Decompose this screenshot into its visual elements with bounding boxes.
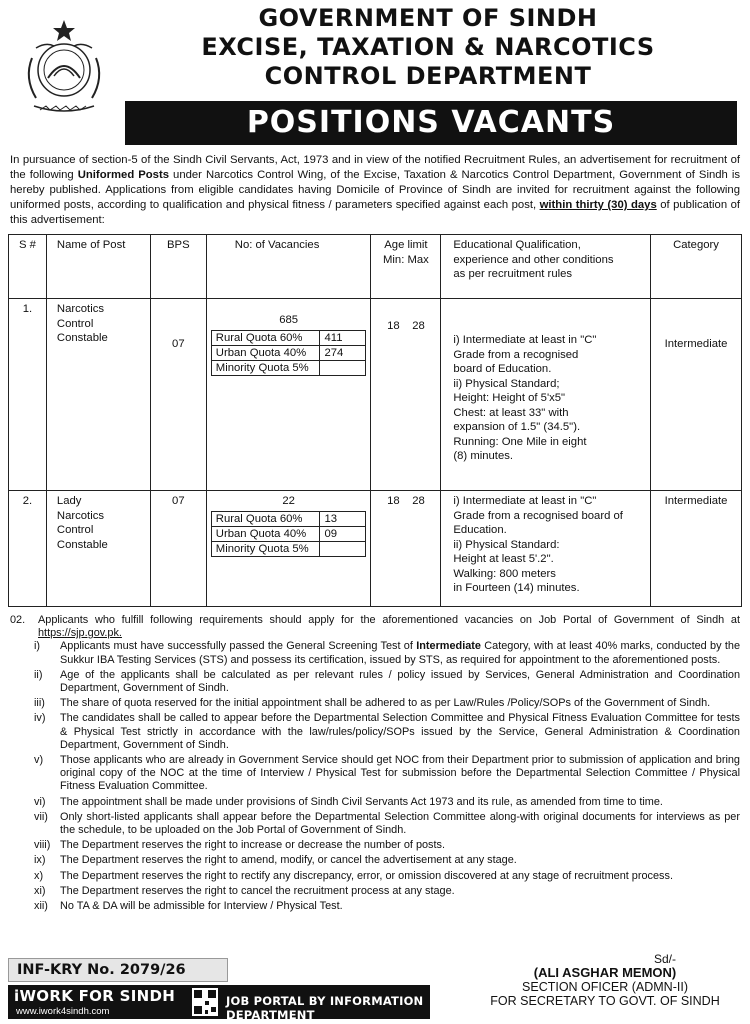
header-bps: BPS: [150, 235, 206, 299]
requirement-text-pre: Only short-listed applicants shall appear before the Departmental Selection Committee along-with original documents for interviews as per the schedule, to be uploaded on the Job Portal of Government of Sindh.: [60, 810, 740, 837]
row-bps: 07: [150, 491, 206, 607]
requirement-item: [34, 712, 740, 752]
requirement-text: [60, 885, 740, 898]
requirement-text-pre: The Department reserves the right to rectify any discrepancy, error, or omission discovered at any stage of recruitment process.: [60, 869, 673, 882]
requirement-text: [60, 712, 740, 752]
requirement-text-pre: The Department reserves the right to cancel the recruitment process at any stage.: [60, 884, 455, 897]
quota-value: 274: [320, 345, 366, 360]
age-max: 28: [412, 495, 425, 507]
header-vacancies: No: of Vacancies: [206, 235, 371, 299]
row-age: [371, 491, 441, 607]
quota-label: Minority Quota 5%: [211, 360, 320, 375]
quota-row: [211, 541, 366, 556]
requirement-text: [60, 839, 740, 852]
requirement-text: [60, 754, 740, 794]
intro-bold: Uniformed Posts: [77, 169, 170, 181]
requirement-number: ii): [34, 668, 43, 681]
requirement-item: [34, 697, 740, 710]
requirement-number: xii): [34, 900, 48, 913]
section-number: 02.: [10, 614, 26, 626]
requirement-item: [34, 754, 740, 794]
row-sno: 1.: [9, 299, 47, 491]
row-sno: 2.: [9, 491, 47, 607]
age-min: 18: [387, 495, 400, 507]
requirement-text: [60, 870, 740, 883]
title-line-3: CONTROL DEPARTMENT: [264, 62, 592, 90]
requirement-text-post: Category, with at least 40% marks, conducted by the Sukkur IBA Testing Services (STS) and possess its certification, issued by STS, as required for appointment to the aforementioned posts.: [60, 640, 741, 666]
row-age: [371, 299, 441, 491]
requirement-number: viii): [34, 839, 51, 852]
signature-mark: Sd/-: [653, 952, 676, 966]
row-category: Intermediate: [651, 491, 742, 607]
title-line-1: GOVERNMENT OF SINDH: [258, 4, 598, 32]
requirement-item: [34, 885, 740, 898]
intro-deadline: within thirty (30) days: [539, 199, 657, 211]
officer-name: (ALI ASGHAR MEMON): [533, 965, 677, 980]
requirement-text-pre: The Department reserves the right to increase or decrease the number of posts.: [60, 839, 445, 852]
requirement-number: i): [34, 640, 41, 653]
row-qualification: i) Intermediate at least in "C" Grade from a recognised board of Education. ii) Physical Standard: Height at least 5'.2". Walking: 800 meters in Fourteen (14) minutes.: [441, 491, 651, 607]
quota-label: Minority Quota 5%: [211, 541, 320, 556]
qr-code-icon: [192, 988, 218, 1016]
requirement-number: v): [34, 754, 44, 767]
vacancies-table: [8, 234, 742, 607]
intro-text-3: of publication of this advertisement:: [10, 199, 740, 226]
requirement-text-pre: Applicants must have successfully passed the General Screening Test of: [60, 640, 417, 653]
requirement-text: [60, 697, 740, 710]
quota-label: Rural Quota 60%: [211, 511, 320, 526]
requirement-text-pre: The appointment shall be made under provisions of Sindh Civil Servants Act 1973 and its rule, as amended from time to time.: [60, 795, 663, 808]
vacancy-total: 22: [282, 495, 295, 507]
quota-row: [211, 511, 366, 526]
row-qualification: i) Intermediate at least in "C" Grade from a recognised board of Education. ii) Physical Standard; Height: Height of 5'x5" Chest: at least 33" with expansion of 1.5" (34.5"). Running: One Mile in eight (8) minutes.: [441, 299, 651, 491]
inf-number: INF-KRY No. 2079/26: [8, 958, 228, 982]
row-vacancies: [206, 299, 371, 491]
requirement-text-pre: No TA & DA will be admissible for Interview / Physical Test.: [60, 900, 343, 913]
intro-paragraph: [10, 153, 740, 228]
age-max: 28: [412, 320, 425, 332]
requirement-number: x): [34, 869, 44, 882]
row-category: Intermediate: [651, 299, 742, 491]
header-age: Age limit Min: Max: [371, 235, 441, 299]
quota-value: [320, 360, 366, 375]
requirement-text-pre: The candidates shall be called to appear before the Departmental Selection Committee and Physical Fitness Evaluation Committee for tests & Physical Test strictly in accordance with the law/rules/policy/SOPs issued by the Service, General Administration & Coordination Department, Government of Sindh.: [60, 712, 740, 751]
requirement-text: [60, 796, 740, 809]
requirement-text-pre: The share of quota reserved for the initial appointment shall be adhered to as per Law/Rules /Policy/SOPs of the Government of Sindh.: [60, 697, 711, 710]
requirement-text-pre: The Department reserves the right to amend, modify, or cancel the advertisement at any stage.: [60, 854, 517, 867]
officer-for: FOR SECRETARY TO GOVT. OF SINDH: [490, 994, 720, 1008]
quota-value: 411: [320, 330, 366, 345]
requirements-lead: [10, 614, 740, 640]
requirement-text-bold: Intermediate: [416, 640, 481, 653]
requirement-item: [34, 796, 740, 809]
government-seal-icon: [18, 18, 110, 118]
requirement-text: [60, 669, 740, 695]
quota-label: Rural Quota 60%: [211, 330, 320, 345]
requirements-list: [10, 640, 740, 913]
requirement-text: [60, 640, 740, 666]
requirement-text-pre: Those applicants who are already in Government Service should get NOC from their Department prior to submission of application and bring original copy of the NOC at the time of Interview / Physical Test for submission before the Departmental Selection Committee / Physical Fitness Evaluation Committee.: [60, 754, 740, 793]
quota-value: 09: [320, 526, 366, 541]
intro-text-2: under Narcotics Control Wing, of the Excise, Taxation & Narcotics Control Department, Government of Sindh is hereby published. Applications from eligible candidates having Domicile of Province of Sindh are invited for recruitment against the following uniformed posts, according to qualification and physical fitness / parameters specified against each post,: [10, 169, 740, 211]
iwork-brand: iWORK FOR SINDH: [14, 987, 176, 1005]
table-row: [9, 491, 742, 607]
header: [0, 0, 750, 150]
lead-text: Applicants who fulfill following requirements should apply for the aforementioned vacancies on Job Portal of Government of Sindh at: [38, 614, 740, 626]
row-post: Lady Narcotics Control Constable: [46, 491, 150, 607]
title-line-2: EXCISE, TAXATION & NARCOTICS: [201, 33, 655, 61]
requirement-item: [34, 900, 740, 913]
iwork-url[interactable]: www.iwork4sindh.com: [16, 1006, 110, 1017]
requirement-text: [60, 811, 740, 837]
requirement-item: [34, 811, 740, 837]
requirement-text: [60, 900, 740, 913]
age-min: 18: [387, 320, 400, 332]
row-post: Narcotics Control Constable: [46, 299, 150, 491]
quota-row: [211, 345, 366, 360]
positions-vacant-banner: POSITIONS VACANTS: [125, 101, 737, 145]
quota-label: Urban Quota 40%: [211, 345, 320, 360]
quota-table: [211, 511, 367, 557]
header-qualification: Educational Qualification, experience and other conditions as per recruitment rules: [441, 235, 651, 299]
officer-designation: SECTION OFICER (ADMN-II): [522, 980, 688, 994]
quota-row: [211, 330, 366, 345]
requirement-item: [34, 669, 740, 695]
requirement-item: [34, 640, 740, 666]
requirements-lead-text: [38, 614, 740, 640]
requirement-number: vii): [34, 810, 48, 823]
vacancy-total: 685: [279, 314, 299, 326]
requirement-number: iii): [34, 697, 45, 710]
requirement-item: [34, 870, 740, 883]
requirement-text-pre: Age of the applicants shall be calculated as per relevant rules / policy issued by Services, General Administration and Coordination Department, Government of Sindh.: [60, 668, 740, 695]
quota-row: [211, 360, 366, 375]
table-header-row: [9, 235, 742, 299]
requirement-text: [60, 854, 740, 867]
requirement-number: ix): [34, 854, 46, 867]
header-category: Category: [651, 235, 742, 299]
signature-block: [470, 952, 740, 1008]
department-title: [118, 4, 738, 91]
quota-label: Urban Quota 40%: [211, 526, 320, 541]
job-portal-link[interactable]: https://sjp.gov.pk.: [38, 627, 122, 640]
header-sno: S #: [9, 235, 47, 299]
quota-value: [320, 541, 366, 556]
requirements-section: [10, 614, 740, 915]
quota-row: [211, 526, 366, 541]
intro-text-1: In pursuance of section-5 of the Sindh Civil Servants, Act, 1973 and in view of the notified Recruitment Rules, an advertisement for recruitment of the following: [10, 154, 740, 181]
header-post: Name of Post: [46, 235, 150, 299]
portal-description: JOB PORTAL BY INFORMATION DEPARTMENT: [226, 994, 424, 1022]
quota-value: 13: [320, 511, 366, 526]
requirement-number: iv): [34, 712, 46, 725]
requirement-number: xi): [34, 884, 46, 897]
requirement-number: vi): [34, 795, 46, 808]
requirement-item: [34, 854, 740, 867]
row-vacancies: [206, 491, 371, 607]
requirement-item: [34, 839, 740, 852]
quota-table: [211, 330, 367, 376]
table-row: [9, 299, 742, 491]
row-bps: 07: [150, 299, 206, 491]
iwork-portal-banner: [8, 985, 430, 1022]
